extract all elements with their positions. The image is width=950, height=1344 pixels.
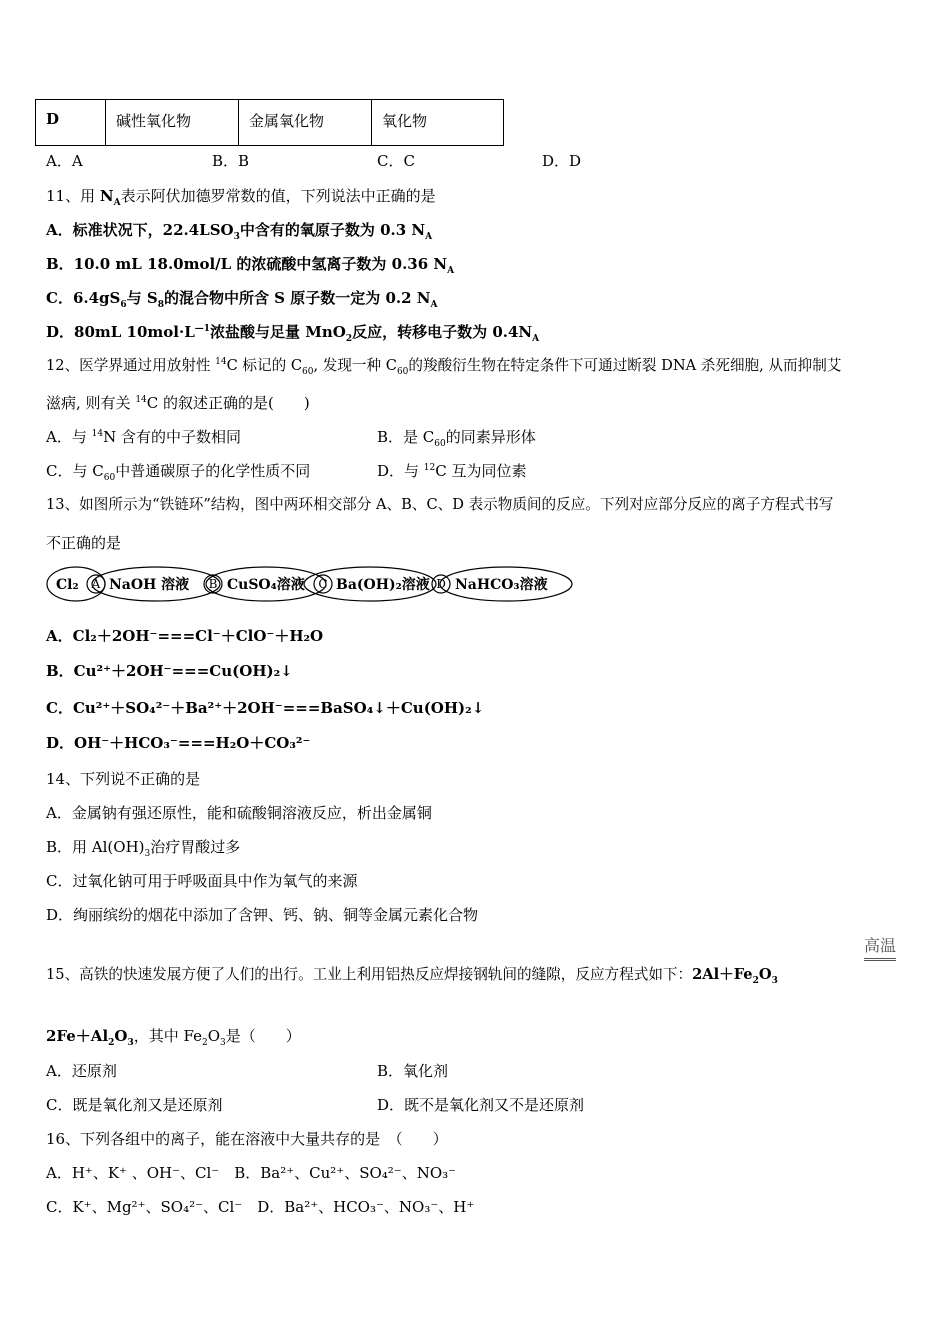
table-cell: D: [36, 100, 106, 146]
q10-option-d: D．D: [542, 152, 582, 170]
ring-label-baoh2: Ba(OH)₂溶液: [336, 577, 430, 593]
q14-option-c: C．过氧化钠可用于呼吸面具中作为氧气的来源: [46, 872, 358, 890]
table-cell: 碱性氧化物: [106, 100, 239, 146]
junction-label-c: C: [318, 577, 328, 591]
q15-option-a: A．还原剂: [46, 1062, 117, 1080]
q10-option-b: B．B: [212, 152, 250, 170]
q15-stem-line2: $2Fe+Al_2O_3$，其中 $Fe_2O_3$是（ ）: [46, 1027, 301, 1048]
q11-stem: 11、用 $N_A$表示阿伏加德罗常数的值，下列说法中正确的是: [46, 187, 436, 208]
q13-option-b: B．Cu²⁺＋2OH⁻===Cu(OH)₂↓: [46, 662, 293, 680]
iron-chain-diagram: [46, 564, 576, 606]
q14-option-b: B．用 $Al(OH)_3$治疗胃酸过多: [46, 838, 241, 859]
q12-option-d: D．与 $^{12}$C 互为同位素: [377, 462, 527, 480]
q15-option-b: B．氧化剂: [377, 1062, 449, 1080]
table-cell: 氧化物: [372, 100, 504, 146]
q11-option-d: D．80mL $10mol\cdot L^{—1}$浓盐酸与足量 MnO$_2$反应，转移电子数为 $0.4N_A$: [46, 323, 540, 344]
q12-stem-line1: 12、医学界通过用放射性 $^{14}$C 标记的 $C_{60}$, 发现一种 $C_{60}$的羧酸衍生物在特定条件下可通过断裂 DNA 杀死细胞, 从而抑制艾: [46, 357, 842, 377]
q16-stem: 16、下列各组中的离子，能在溶液中大量共存的是 （ ）: [46, 1130, 448, 1148]
q14-option-d: D．绚丽缤纷的烟花中添加了含钾、钙、钠、铜等金属元素化合物: [46, 906, 479, 924]
q12-option-c: C．与 $C_{60}$中普通碳原子的化学性质不同: [46, 462, 311, 483]
q13-stem-line1: 13、如图所示为“铁链环”结构，图中两环相交部分 A、B、C、D 表示物质间的反应。下列对应部分反应的离子方程式书写: [46, 496, 834, 513]
q15-option-c: C．既是氧化剂又是还原剂: [46, 1096, 223, 1114]
reaction-condition: 高温: [864, 936, 896, 961]
q12-option-b: B．是 $C_{60}$的同素异形体: [377, 428, 536, 449]
ring-label-cuso4: CuSO₄溶液: [227, 577, 305, 593]
table-row: [36, 100, 504, 146]
q12-option-a: A．与 $^{14}$N 含有的中子数相同: [46, 428, 241, 446]
q11-option-c: C．$6.4gS_6$与 $S_8$的混合物中所含 S 原子数一定为 0.2 $N_A$: [46, 289, 438, 310]
junction-label-d: D: [436, 577, 446, 591]
ring-label-naoh: NaOH 溶液: [109, 577, 190, 593]
q13-option-d: D．OH⁻＋HCO₃⁻===H₂O＋CO₃²⁻: [46, 734, 311, 752]
q12-stem-line2: 滋病, 则有关 $^{14}$C 的叙述正确的是( ): [46, 394, 310, 412]
q11-option-a: A．标准状况下，$22.4LSO_3$中含有的氧原子数为 0.3 $N_A$: [46, 221, 433, 242]
q14-option-a: A．金属钠有强还原性，能和硫酸铜溶液反应，析出金属铜: [46, 804, 432, 822]
table-cell: 金属氧化物: [239, 100, 372, 146]
q14-stem: 14、下列说不正确的是: [46, 770, 201, 788]
q10-option-c: C．C: [377, 152, 415, 170]
q10-option-a: A．A: [46, 152, 83, 170]
junction-label-a: A: [91, 577, 101, 591]
q16-options-ab: A．H⁺、K⁺ 、OH⁻、Cl⁻ B．Ba²⁺、Cu²⁺、SO₄²⁻、NO₃⁻: [46, 1164, 457, 1182]
q15-stem-line1: 15、高铁的快速发展方便了人们的出行。工业上利用铝热反应焊接钢轨间的缝隙，反应方程式如下：$2Al+Fe_2O_3$: [46, 966, 778, 986]
q13-option-a: A．Cl₂＋2OH⁻===Cl⁻＋ClO⁻＋H₂O: [46, 627, 324, 645]
ring-label-nahco3: NaHCO₃溶液: [455, 577, 548, 593]
options-table: [35, 99, 504, 146]
q15-option-d: D．既不是氧化剂又不是还原剂: [377, 1096, 585, 1114]
q13-stem-line2: 不正确的是: [46, 534, 122, 552]
junction-label-b: B: [208, 577, 218, 591]
q11-option-b: B．10.0 mL 18.0mol/L 的浓硫酸中氢离子数为 0.36 $N_A$: [46, 255, 455, 276]
q16-options-cd: C．K⁺、Mg²⁺、SO₄²⁻、Cl⁻ D．Ba²⁺、HCO₃⁻、NO₃⁻、H⁺: [46, 1198, 475, 1216]
ring-label-cl2: Cl₂: [56, 577, 79, 593]
q13-option-c: C．Cu²⁺＋SO₄²⁻＋Ba²⁺＋2OH⁻===BaSO₄↓＋Cu(OH)₂↓: [46, 699, 485, 717]
